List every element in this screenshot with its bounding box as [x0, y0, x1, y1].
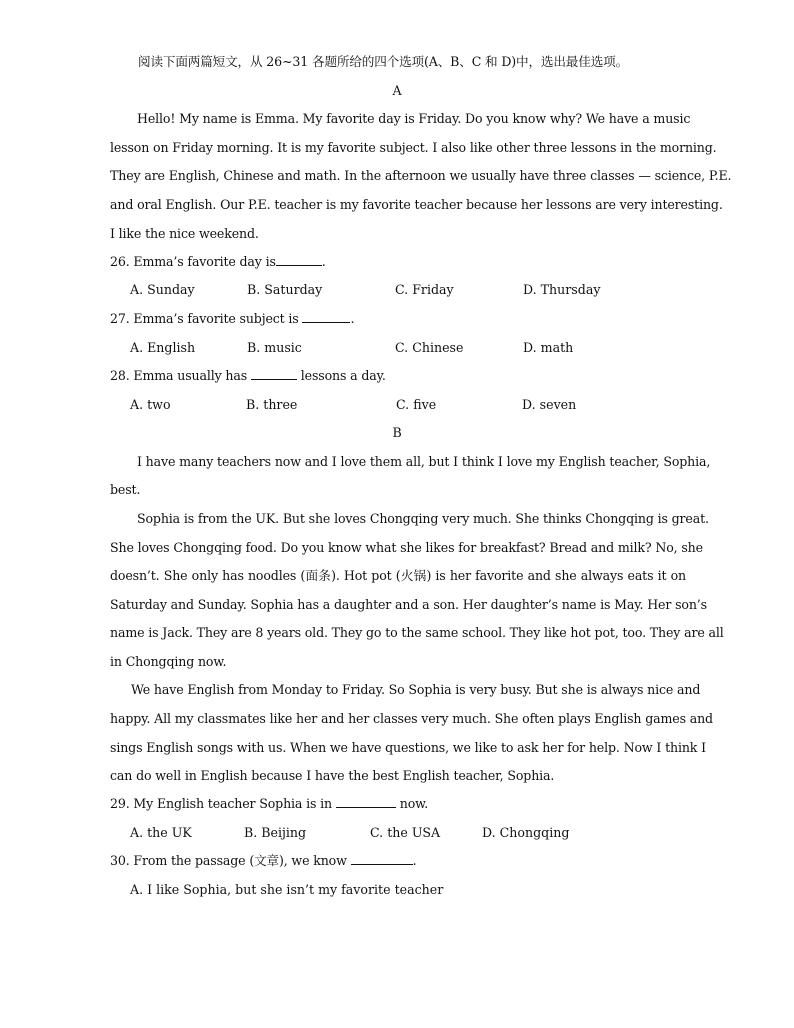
option-a: A. English	[130, 340, 196, 355]
option-b: B. Saturday	[247, 282, 323, 297]
question-stem: 29. My English teacher Sophia is in	[110, 796, 336, 811]
passage-b-line: I have many teachers now and I love them all, but I think I love my English teacher, Sophia,	[137, 454, 711, 469]
option-c: C. five	[396, 397, 437, 412]
answer-blank	[302, 310, 350, 323]
passage-a-line: I like the nice weekend.	[110, 226, 259, 241]
passage-a-line: They are English, Chinese and math. In the afternoon we usually have three classes — science, P.E.	[110, 168, 732, 183]
question-stem: 30. From the passage (文章), we know	[110, 853, 351, 868]
passage-b-line: We have English from Monday to Friday. So Sophia is very busy. But she is always nice and	[131, 682, 701, 697]
option-c: C. Chinese	[395, 340, 464, 355]
passage-b-line: in Chongqing now.	[110, 654, 227, 669]
option-d: D. math	[523, 340, 574, 355]
passage-b-line: name is Jack. They are 8 years old. They go to the same school. They like hot pot, too. They are all	[110, 625, 724, 640]
passage-b-line: sings English songs with us. When we have questions, we like to ask her for help. Now I think I	[110, 740, 706, 755]
option-b: B. three	[246, 397, 298, 412]
passage-a-label: A	[392, 83, 402, 98]
question-stem-end: now.	[395, 796, 429, 811]
passage-b-line: can do well in English because I have the best English teacher, Sophia.	[110, 768, 555, 783]
passage-b-line: happy. All my classmates like her and her classes very much. She often plays English games and	[110, 711, 713, 726]
option-c: C. the USA	[370, 825, 441, 840]
question-stem-end: .	[412, 853, 417, 868]
question-28	[110, 367, 686, 385]
question-26	[110, 253, 686, 271]
question-stem-end: .	[321, 254, 326, 269]
passage-b-label: B	[392, 425, 402, 440]
passage-b-line: She loves Chongqing food. Do you know what she likes for breakfast? Bread and milk? No, she	[110, 540, 703, 555]
answer-blank	[336, 795, 396, 808]
question-stem: 26. Emma’s favorite day is	[110, 254, 276, 269]
passage-a-line: and oral English. Our P.E. teacher is my favorite teacher because her lessons are very interesting.	[110, 197, 723, 212]
answer-blank	[351, 852, 413, 865]
question-27	[110, 310, 686, 328]
question-30	[110, 852, 686, 870]
passage-b-line: Saturday and Sunday. Sophia has a daughter and a son. Her daughter’s name is May. Her son’s	[110, 597, 707, 612]
question-stem-end: lessons a day.	[296, 368, 386, 383]
option-b: B. music	[247, 340, 302, 355]
question-stem-end: .	[350, 311, 355, 326]
instruction-text: 阅读下面两篇短文，从 26~31 各题所给的四个选项(A、B、C 和 D)中，选出最佳选项。	[138, 54, 629, 69]
option-a: A. I like Sophia, but she isn’t my favorite teacher	[130, 882, 444, 897]
option-d: D. Thursday	[523, 282, 601, 297]
question-29	[110, 795, 686, 813]
question-stem: 28. Emma usually has	[110, 368, 251, 383]
passage-b-line: Sophia is from the UK. But she loves Chongqing very much. She thinks Chongqing is great.	[137, 511, 709, 526]
option-c: C. Friday	[395, 282, 454, 297]
option-a: A. Sunday	[130, 282, 195, 297]
answer-blank	[251, 367, 297, 380]
passage-a-line: Hello! My name is Emma. My favorite day is Friday. Do you know why? We have a music	[137, 111, 691, 126]
passage-a-line: lesson on Friday morning. It is my favorite subject. I also like other three lessons in the morning.	[110, 140, 717, 155]
option-b: B. Beijing	[244, 825, 307, 840]
option-a: A. the UK	[130, 825, 192, 840]
option-d: D. seven	[522, 397, 577, 412]
option-d: D. Chongqing	[482, 825, 570, 840]
option-a: A. two	[130, 397, 171, 412]
question-stem: 27. Emma’s favorite subject is	[110, 311, 303, 326]
passage-b-line: best.	[110, 482, 141, 497]
passage-b-line: doesn’t. She only has noodles (面条). Hot pot (火锅) is her favorite and she always eats it on	[110, 568, 686, 583]
answer-blank	[276, 253, 322, 266]
